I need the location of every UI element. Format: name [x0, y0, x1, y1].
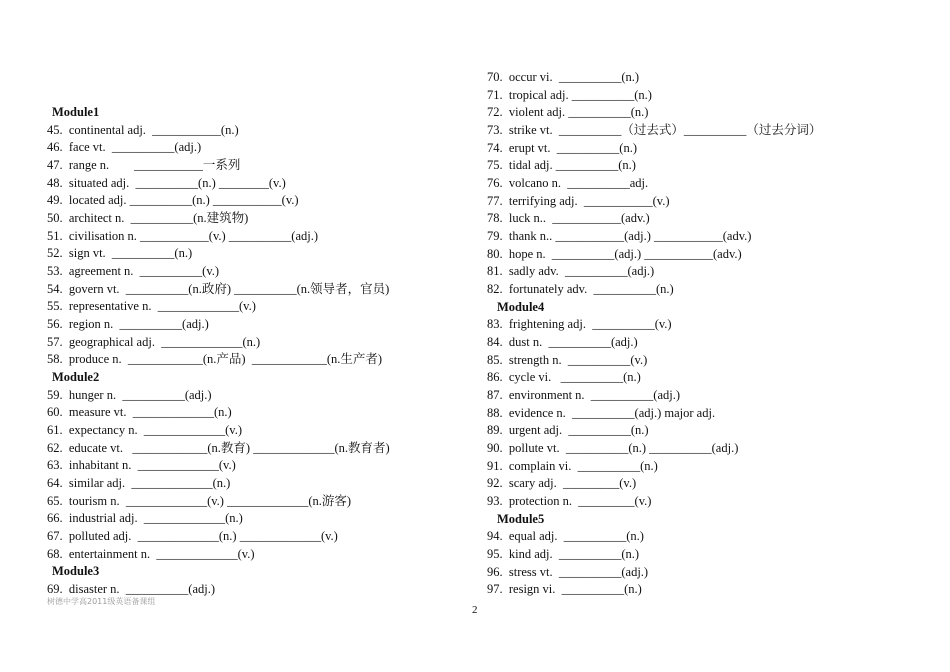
vocab-item: 79. thank n.. ___________(adj.) ___________(adv.)	[487, 229, 752, 244]
vocab-item: 54. govern vt. __________(n.政府) __________(n.领导者，官员)	[47, 281, 390, 296]
vocab-item: 89. urgent adj. __________(n.)	[487, 423, 649, 438]
vocab-item: 84. dust n. __________(adj.)	[487, 335, 638, 350]
vocab-item: 96. stress vt. __________(adj.)	[487, 564, 649, 579]
vocab-item: 75. tidal adj. __________(n.)	[487, 158, 636, 173]
vocab-item: 78. luck n.. ___________(adv.)	[487, 211, 650, 226]
vocab-item: 82. fortunately adv. __________(n.)	[487, 282, 674, 297]
vocab-item: 83. frightening adj. __________(v.)	[487, 317, 672, 332]
vocab-item: 93. protection n. _________(v.)	[487, 494, 652, 509]
vocab-item: 66. industrial adj. _____________(n.)	[47, 511, 243, 526]
vocab-item: 88. evidence n. __________(adj.) major adj.	[487, 405, 716, 420]
vocab-item: 53. agreement n. __________(v.)	[47, 264, 220, 279]
vocab-item: 64. similar adj. _____________(n.)	[47, 476, 231, 491]
vocab-item: 52. sign vt. __________(n.)	[47, 246, 193, 261]
vocab-item: 87. environment n. __________(adj.)	[487, 388, 681, 403]
vocab-item: 51. civilisation n. ___________(v.) __________(adj.)	[47, 228, 319, 243]
module-heading: Module2	[52, 370, 100, 385]
vocab-item: 57. geographical adj. _____________(n.)	[47, 334, 261, 349]
module-heading: Module4	[497, 299, 545, 314]
vocab-item: 61. expectancy n. _____________(v.)	[47, 423, 242, 438]
module-heading: Module5	[497, 511, 545, 526]
vocab-item: 71. tropical adj. __________(n.)	[487, 87, 652, 102]
module-heading: Module3	[52, 564, 100, 579]
vocab-item: 95. kind adj. __________(n.)	[487, 547, 640, 562]
vocab-item: 56. region n. __________(adj.)	[47, 317, 209, 332]
vocab-item: 63. inhabitant n. _____________(v.)	[47, 458, 236, 473]
vocab-item: 91. complain vi. __________(n.)	[487, 458, 658, 473]
vocab-item: 70. occur vi. __________(n.)	[487, 70, 640, 84]
vocab-item: 74. erupt vt. __________(n.)	[487, 140, 637, 155]
vocab-item: 81. sadly adv. __________(adj.)	[487, 264, 655, 279]
vocab-item: 90. pollute vt. __________(n.) __________(adj.)	[487, 441, 739, 456]
vocab-item: 73. strike vt. __________（过去式）__________（过去分词）	[487, 123, 822, 137]
vocab-item: 47. range n. ___________一系列	[47, 158, 241, 172]
vocab-item: 49. located adj. __________(n.) ___________(v.)	[47, 193, 299, 208]
vocab-item: 77. terrifying adj. ___________(v.)	[487, 193, 670, 208]
page-number: 2	[472, 604, 478, 616]
vocab-item: 65. tourism n. _____________(v.) _____________(n.游客)	[47, 493, 352, 508]
vocab-item: 80. hope n. __________(adj.) ___________(adv.)	[487, 246, 742, 261]
vocab-item: 76. volcano n. __________adj.	[487, 176, 649, 191]
vocab-item: 72. violent adj. __________(n.)	[487, 105, 649, 120]
vocab-item: 85. strength n. __________(v.)	[487, 352, 648, 367]
vocab-item: 97. resign vi. __________(n.)	[487, 582, 642, 597]
vocab-item: 45. continental adj. ___________(n.)	[47, 122, 239, 137]
vocab-item: 69. disaster n. __________(adj.)	[47, 582, 216, 597]
vocab-item: 46. face vt. __________(adj.)	[47, 140, 202, 155]
vocab-item: 50. architect n. __________(n.建筑物)	[47, 211, 249, 226]
vocab-item: 68. entertainment n. _____________(v.)	[47, 546, 255, 561]
vocab-item: 60. measure vt. _____________(n.)	[47, 405, 232, 420]
vocab-item: 67. polluted adj. _____________(n.) _____________(v.)	[47, 529, 338, 544]
vocab-item: 58. produce n. ____________(n.产品) ____________(n.生产者)	[47, 352, 383, 367]
vocab-item: 92. scary adj. _________(v.)	[487, 476, 637, 491]
vocab-item: 94. equal adj. __________(n.)	[487, 529, 644, 544]
vocab-item: 48. situated adj. __________(n.) ________(v.)	[47, 175, 286, 190]
vocab-item: 62. educate vt. ____________(n.教育) _____________(n.教育者)	[47, 440, 390, 455]
vocab-item: 86. cycle vi. __________(n.)	[487, 370, 641, 385]
footer-note: 树德中学高2011级英语备课组	[47, 597, 156, 606]
vocab-item: 55. representative n. _____________(v.)	[47, 299, 256, 314]
module-heading: Module1	[52, 105, 100, 119]
vocab-item: 59. hunger n. __________(adj.)	[47, 387, 212, 402]
